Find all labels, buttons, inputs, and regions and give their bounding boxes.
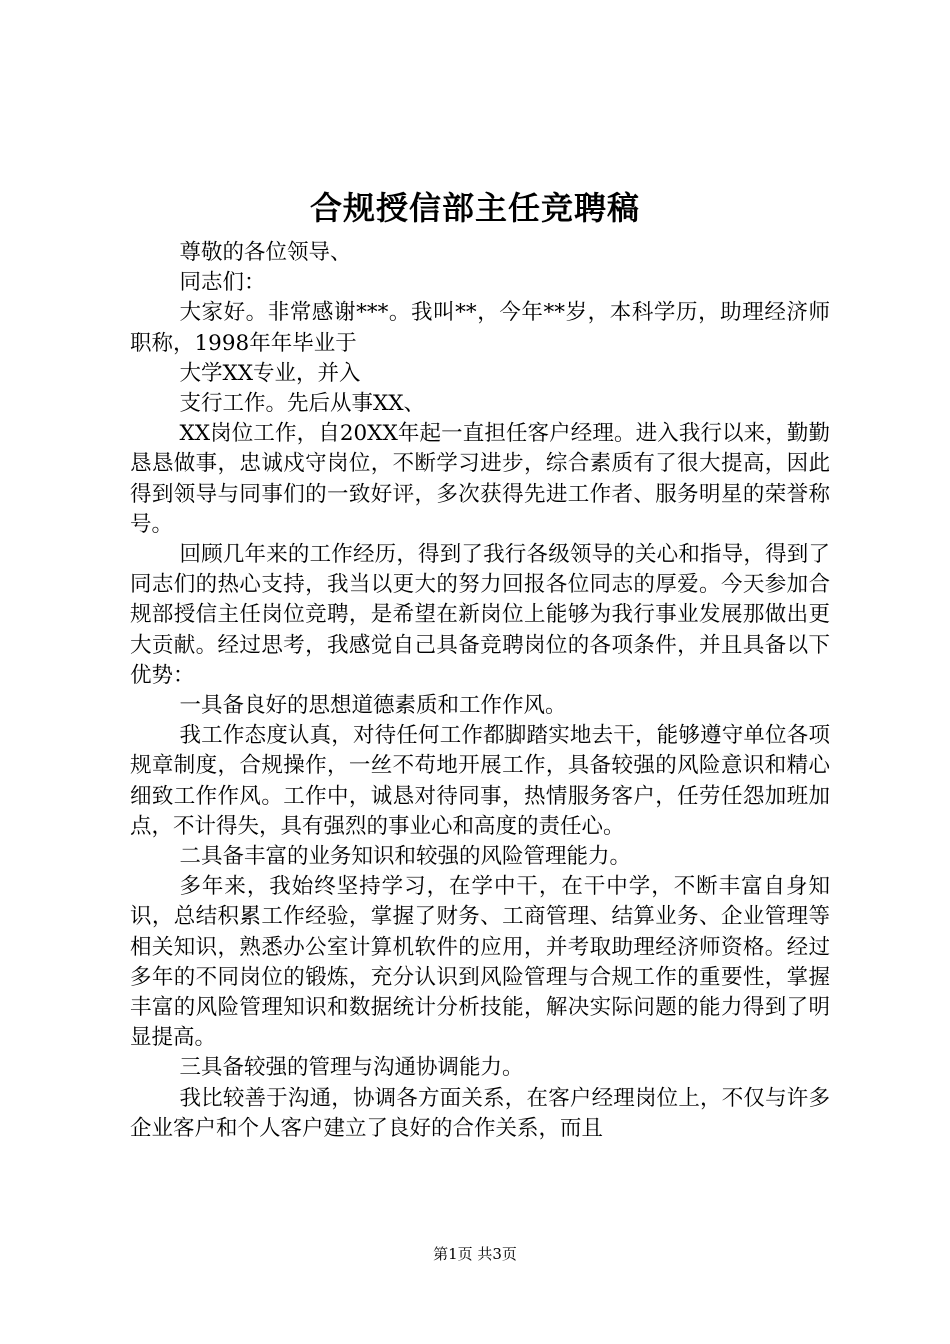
paragraph-branch: 支行工作。先后从事XX、 xyxy=(179,391,426,417)
document-body xyxy=(130,238,830,1144)
paragraph-salutation-2: 同志们： xyxy=(179,270,266,296)
paragraph-heading-3: 三具备较强的管理与沟通协调能力。 xyxy=(179,1055,524,1081)
paragraph-salutation-1: 尊敬的各位领导、 xyxy=(179,240,352,265)
paragraph-university: 大学XX专业，并入 xyxy=(179,360,361,386)
paragraph-introduction: 大家好。非常感谢***。我叫**，今年**岁，本科学历，助理经济师职称，1998年年毕业于 xyxy=(130,300,830,356)
paragraph-review: 回顾几年来的工作经历，得到了我行各级领导的关心和指导，得到了同志们的热心支持，我当以更大的努力回报各位同志的厚爱。今天参加合规部授信主任岗位竞聘，是希望在新岗位上能够为我行事业发展那做出更大贡献。经过思考，我感觉自己具备竞聘岗位的各项条件，并且具备以下优势： xyxy=(130,542,830,688)
paragraph-attitude: 我工作态度认真，对待任何工作都脚踏实地去干，能够遵守单位各项规章制度，合规操作，一丝不苟地开展工作，具备较强的风险意识和精心细致工作作风。工作中，诚恳对待同事，热情服务客户，任劳任怨加班加点，不计得失，具有强烈的事业心和高度的责任心。 xyxy=(130,723,830,839)
paragraph-heading-1: 一具备良好的思想道德素质和工作作风。 xyxy=(179,693,567,719)
page-footer: 第1页 共3页 xyxy=(433,1245,517,1263)
paragraph-communication: 我比较善于沟通，协调各方面关系，在客户经理岗位上，不仅与许多企业客户和个人客户建立了良好的合作关系，而且 xyxy=(130,1085,830,1141)
paragraph-heading-2: 二具备丰富的业务知识和较强的风险管理能力。 xyxy=(179,844,631,870)
paragraph-knowledge: 多年来，我始终坚持学习，在学中干，在干中学，不断丰富自身知识，总结积累工作经验，掌握了财务、工商管理、结算业务、企业管理等相关知识，熟悉办公室计算机软件的应用，并考取助理经济师资格。经过多年的不同岗位的锻炼，充分认识到风险管理与合规工作的重要性，掌握丰富的风险管理知识和数据统计分析技能，解决实际问题的能力得到了明显提高。 xyxy=(130,874,830,1051)
document-title: 合规授信部主任竞聘稿 xyxy=(309,189,640,227)
paragraph-experience: XX岗位工作，自20XX年起一直担任客户经理。进入我行以来，勤勤恳恳做事，忠诚戍守岗位，不断学习进步，综合素质有了很大提高，因此得到领导与同事们的一致好评，多次获得先进工作者、服务明星的荣誉称号。 xyxy=(130,421,830,537)
